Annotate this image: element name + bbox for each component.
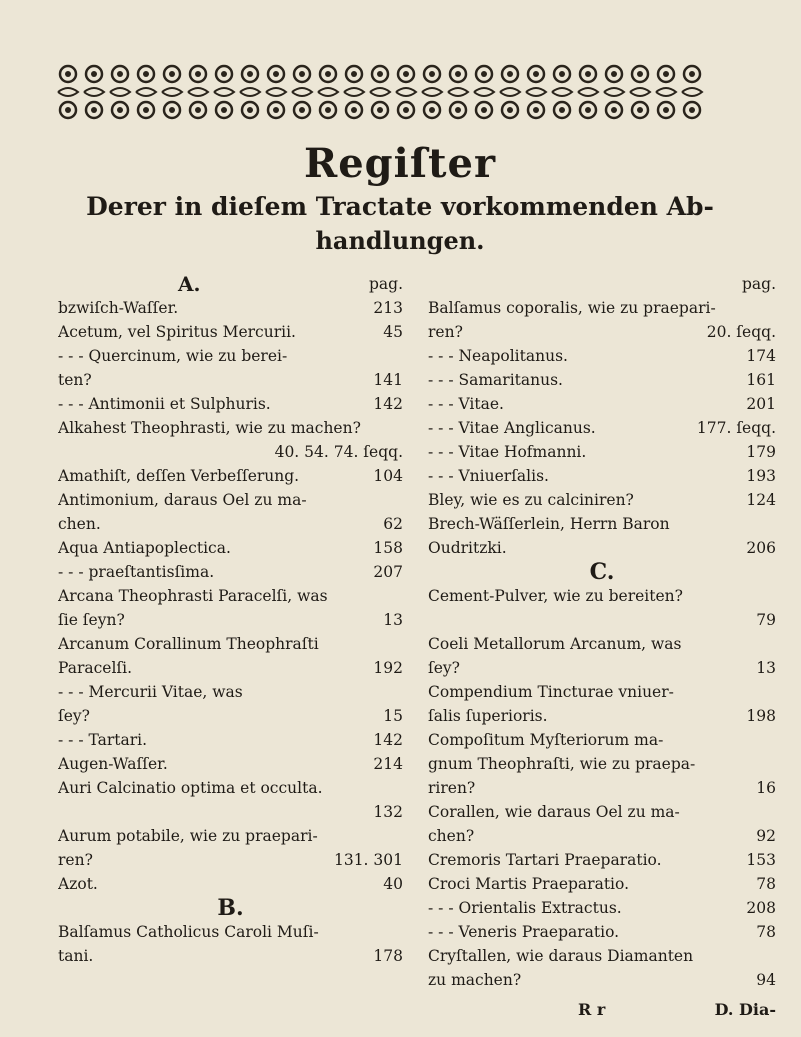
left-column (58, 272, 403, 968)
index-entry (58, 920, 403, 944)
entry-page: 213 (373, 299, 403, 317)
index-entry (58, 464, 403, 488)
entry-text: Oudritzki. (428, 539, 507, 557)
entry-page: 177. ſeqq. (696, 419, 776, 437)
entry-page: 78 (756, 875, 776, 893)
entry-text: Balſamus Catholicus Caroli Muſi- (58, 923, 319, 941)
index-entry (58, 944, 403, 968)
entry-page: 13 (756, 659, 776, 677)
entry-text: - - - Vitae Hofmanni. (428, 443, 587, 461)
index-entry (428, 872, 776, 896)
entry-text: tani. (58, 947, 94, 965)
entry-page: 16 (756, 779, 776, 797)
entry-text: Brech-Wäſſerlein, Herrn Baron (428, 515, 670, 533)
entry-page (770, 728, 776, 752)
entry-page: 141 (373, 371, 403, 389)
index-entry (428, 920, 776, 944)
right-column (428, 272, 776, 992)
index-entry (58, 560, 403, 584)
entry-text: - - - Vniuerſalis. (428, 467, 549, 485)
entry-page (770, 680, 776, 704)
entry-text: Amathiſt, deſſen Verbeſſerung. (58, 467, 300, 485)
index-entry (58, 728, 403, 752)
index-entry (428, 608, 776, 632)
section-letter-a: A. (178, 272, 201, 296)
entry-page (397, 488, 403, 512)
entry-page: 92 (756, 827, 776, 845)
entry-text: gnum Theophraſti, wie zu praepa- (428, 755, 696, 773)
entry-text: Bley, wie es zu calciniren? (428, 491, 634, 509)
index-entry (428, 944, 776, 968)
entry-text: Balſamus coporalis, wie zu praepari- (428, 299, 716, 317)
entry-page (770, 752, 776, 776)
entry-text: Augen-Waſſer. (58, 755, 168, 773)
entry-page: 94 (756, 971, 776, 989)
index-entry (428, 776, 776, 800)
entry-page (770, 512, 776, 536)
index-entry (58, 872, 403, 896)
entry-text: - - - Orientalis Extractus. (428, 899, 622, 917)
entry-page: 161 (746, 371, 776, 389)
entry-page: 40. 54. 74. ſeqq. (274, 443, 403, 461)
index-entry (58, 440, 403, 464)
entry-text: ten? (58, 371, 92, 389)
index-entry (428, 512, 776, 536)
index-entry (58, 656, 403, 680)
entry-page: 79 (756, 611, 776, 629)
entry-text: Croci Martis Praeparatio. (428, 875, 629, 893)
entry-text: - - - Neapolitanus. (428, 347, 568, 365)
index-entry (58, 392, 403, 416)
entry-page (397, 920, 403, 944)
index-entry (58, 704, 403, 728)
entry-text: Antimonium, daraus Oel zu ma- (58, 491, 307, 509)
index-entry (58, 752, 403, 776)
index-entries-a (58, 296, 403, 896)
entry-page: 78 (756, 923, 776, 941)
entry-text: - - - Vitae. (428, 395, 504, 413)
index-entry (428, 800, 776, 824)
entry-text: - - - Tartari. (58, 731, 148, 749)
index-entry (58, 608, 403, 632)
entry-page: 20. ſeqq. (706, 323, 776, 341)
entry-page: 201 (746, 395, 776, 413)
entry-page (770, 800, 776, 824)
entry-text: zu machen? (428, 971, 522, 989)
entry-text: bzwiſch-Waſſer. (58, 299, 179, 317)
entry-text: ſey? (58, 707, 90, 725)
index-entry (58, 344, 403, 368)
entry-page (397, 584, 403, 608)
entry-text: - - - Veneris Praeparatio. (428, 923, 620, 941)
entry-page (397, 344, 403, 368)
index-entry (428, 680, 776, 704)
entry-page: 45 (383, 323, 403, 341)
entry-page: 13 (383, 611, 403, 629)
entry-text: Azot. (58, 875, 98, 893)
entry-page (397, 416, 403, 440)
entry-page: 131. 301 (333, 851, 403, 869)
entry-text: Aqua Antiapoplectica. (58, 539, 231, 557)
entry-page: 198 (746, 707, 776, 725)
entry-text: Compoſitum Myſteriorum ma- (428, 731, 664, 749)
entry-text: Auri Calcinatio optima et occulta. (58, 779, 323, 797)
entry-page (770, 632, 776, 656)
entry-page (770, 296, 776, 320)
index-entry (58, 368, 403, 392)
entry-text: ſalis ſuperioris. (428, 707, 548, 725)
page-label: pag. (741, 275, 776, 293)
entry-page: 214 (373, 755, 403, 773)
entry-page: 178 (373, 947, 403, 965)
index-entry (428, 704, 776, 728)
index-entry (58, 584, 403, 608)
entry-text: chen? (428, 827, 475, 845)
index-entry (428, 464, 776, 488)
signature-mark: R r (578, 1000, 606, 1019)
entry-page (770, 944, 776, 968)
index-entry (58, 416, 403, 440)
index-entry (428, 728, 776, 752)
right-column-head (428, 272, 776, 296)
index-entry (428, 296, 776, 320)
entry-text: Alkahest Theophrasti, wie zu machen? (58, 419, 361, 437)
page-subtitle-line1: Derer in dieſem Tractate vorkommenden Ab- (86, 192, 714, 221)
entry-text: chen. (58, 515, 101, 533)
entry-page: 104 (373, 467, 403, 485)
index-entry (428, 752, 776, 776)
entry-page: 206 (746, 539, 776, 557)
section-letter-b: B. (217, 895, 244, 921)
entry-page: 192 (373, 659, 403, 677)
entry-text: Arcana Theophrasti Paracelſi, was (58, 587, 328, 605)
index-entries-c (428, 584, 776, 992)
index-entry (58, 536, 403, 560)
page-label: pag. (368, 275, 403, 293)
index-entry (428, 632, 776, 656)
index-entry (428, 536, 776, 560)
index-entries-b-cont (428, 296, 776, 560)
entry-text: ſey? (428, 659, 460, 677)
entry-text: Aurum potabile, wie zu praepari- (58, 827, 318, 845)
entry-text: Paracelſi. (58, 659, 133, 677)
entry-page (770, 584, 776, 608)
entry-text: Acetum, vel Spiritus Mercurii. (58, 323, 296, 341)
index-entry (58, 632, 403, 656)
page-footer (428, 1000, 776, 1019)
index-entry (58, 824, 403, 848)
entry-page: 208 (746, 899, 776, 917)
ornament-border (55, 62, 705, 122)
index-entry (428, 584, 776, 608)
index-entry (428, 896, 776, 920)
index-entry (428, 368, 776, 392)
index-entry (428, 848, 776, 872)
index-entry (58, 800, 403, 824)
index-entry (428, 488, 776, 512)
entry-page: 142 (373, 395, 403, 413)
index-entry (58, 488, 403, 512)
entry-page: 207 (373, 563, 403, 581)
entry-text: - - - Antimonii et Sulphuris. (58, 395, 271, 413)
index-entry (58, 320, 403, 344)
entry-page (397, 632, 403, 656)
index-entry (428, 392, 776, 416)
entry-text: Cremoris Tartari Praeparatio. (428, 851, 662, 869)
index-entries-b (58, 920, 403, 968)
entry-page: 153 (746, 851, 776, 869)
entry-text: ren? (428, 323, 463, 341)
entry-text: - - - Samaritanus. (428, 371, 563, 389)
page-subtitle-line2: handlungen. (315, 226, 485, 255)
catchword: D. Dia- (714, 1000, 776, 1019)
entry-text: Compendium Tincturae vniuer- (428, 683, 674, 701)
index-entry (428, 440, 776, 464)
index-entry (58, 680, 403, 704)
page-title: Regiſter (303, 140, 497, 187)
index-entry (58, 776, 403, 800)
entry-page: 62 (383, 515, 403, 533)
entry-text: - - - Mercurii Vitae, was (58, 683, 243, 701)
entry-page: 40 (383, 875, 403, 893)
entry-text: Corallen, wie daraus Oel zu ma- (428, 803, 680, 821)
index-entry (428, 320, 776, 344)
entry-page: 193 (746, 467, 776, 485)
entry-page: 15 (383, 707, 403, 725)
index-entry (428, 344, 776, 368)
index-entry (428, 656, 776, 680)
index-entry (428, 968, 776, 992)
entry-page (397, 776, 403, 800)
entry-page: 142 (373, 731, 403, 749)
index-entry (58, 512, 403, 536)
entry-text: Cryſtallen, wie daraus Diamanten (428, 947, 694, 965)
entry-text: Cement-Pulver, wie zu bereiten? (428, 587, 683, 605)
entry-page: 174 (746, 347, 776, 365)
entry-text: - - - Quercinum, wie zu berei- (58, 347, 288, 365)
entry-page: 132 (373, 803, 403, 821)
entry-page (397, 680, 403, 704)
entry-text: ren? (58, 851, 93, 869)
entry-text: - - - Vitae Anglicanus. (428, 419, 596, 437)
entry-page: 124 (746, 491, 776, 509)
entry-page: 179 (746, 443, 776, 461)
entry-text: ſie ſeyn? (58, 611, 125, 629)
entry-page (397, 824, 403, 848)
entry-text: Coeli Metallorum Arcanum, was (428, 635, 682, 653)
index-entry (58, 848, 403, 872)
index-entry (58, 296, 403, 320)
entry-text: Arcanum Corallinum Theophraſti (58, 635, 319, 653)
entry-page: 158 (373, 539, 403, 557)
entry-text: riren? (428, 779, 476, 797)
index-entry (428, 824, 776, 848)
entry-text: - - - praeſtantisſima. (58, 563, 215, 581)
left-column-head (58, 272, 403, 296)
section-letter-c: C. (589, 559, 615, 585)
index-entry (428, 416, 776, 440)
